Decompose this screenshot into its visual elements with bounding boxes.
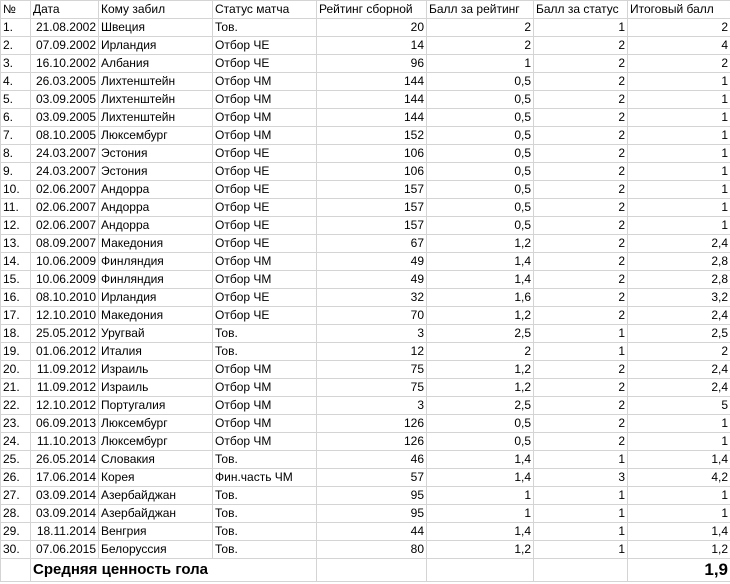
col-date-cell[interactable]: 03.09.2014 <box>31 487 99 505</box>
col-total-score-cell[interactable]: 2,5 <box>628 325 730 343</box>
col-status-cell[interactable]: Отбор ЧМ <box>213 109 317 127</box>
col-status-cell[interactable]: Отбор ЧЕ <box>213 217 317 235</box>
col-number-cell[interactable]: 17. <box>1 307 31 325</box>
col-status-cell[interactable]: Отбор ЧМ <box>213 415 317 433</box>
col-status-cell[interactable]: Отбор ЧЕ <box>213 55 317 73</box>
col-opponent-cell[interactable]: Македония <box>99 307 213 325</box>
col-rating-score-cell[interactable]: 2 <box>427 343 534 361</box>
col-rating-cell[interactable]: 144 <box>317 109 427 127</box>
table-row <box>1 73 730 91</box>
col-status-score-cell[interactable]: 2 <box>534 271 628 289</box>
col-rating-score-cell[interactable]: 1,4 <box>427 523 534 541</box>
col-number-cell[interactable]: 21. <box>1 379 31 397</box>
table-row <box>1 289 730 307</box>
col-opponent-cell[interactable]: Финляндия <box>99 253 213 271</box>
col-rating-score-cell[interactable]: 1 <box>427 55 534 73</box>
col-number-cell[interactable]: 1. <box>1 19 31 37</box>
table-row <box>1 397 730 415</box>
col-rating-score-cell[interactable]: 0,5 <box>427 433 534 451</box>
col-rating-cell[interactable]: 95 <box>317 505 427 523</box>
col-status-score-cell[interactable]: 2 <box>534 379 628 397</box>
col-rating-score-cell[interactable]: 0,5 <box>427 91 534 109</box>
col-opponent-cell[interactable]: Албания <box>99 55 213 73</box>
col-total-score-cell[interactable]: 2,8 <box>628 253 730 271</box>
col-number-cell[interactable]: 11. <box>1 199 31 217</box>
col-number-cell[interactable]: 28. <box>1 505 31 523</box>
col-opponent-cell[interactable]: Люксембург <box>99 433 213 451</box>
total-blank-cell[interactable] <box>317 559 427 582</box>
col-total-score-cell[interactable]: 4 <box>628 37 730 55</box>
col-status-cell[interactable]: Тов. <box>213 505 317 523</box>
col-number-cell[interactable]: 13. <box>1 235 31 253</box>
col-rating-cell[interactable]: 70 <box>317 307 427 325</box>
col-rating-cell[interactable]: 3 <box>317 325 427 343</box>
table-row <box>1 487 730 505</box>
col-number-cell[interactable]: 15. <box>1 271 31 289</box>
col-rating-score-cell[interactable]: 0,5 <box>427 127 534 145</box>
col-rating-cell[interactable]: 46 <box>317 451 427 469</box>
col-status-cell[interactable]: Отбор ЧМ <box>213 91 317 109</box>
col-date-cell[interactable]: 11.09.2012 <box>31 379 99 397</box>
col-number-cell[interactable]: 18. <box>1 325 31 343</box>
col-rating-score-cell[interactable]: 0,5 <box>427 109 534 127</box>
col-total-score-cell[interactable]: 1 <box>628 415 730 433</box>
col-date-cell[interactable]: 08.10.2010 <box>31 289 99 307</box>
table-row <box>1 127 730 145</box>
col-status-score-cell[interactable]: 2 <box>534 109 628 127</box>
col-total-score-cell[interactable]: 1 <box>628 91 730 109</box>
col-rating-cell[interactable]: 44 <box>317 523 427 541</box>
table-row <box>1 91 730 109</box>
col-rating-cell[interactable]: 126 <box>317 433 427 451</box>
total-blank-cell[interactable] <box>534 559 628 582</box>
col-total-score-cell[interactable]: 3,2 <box>628 289 730 307</box>
col-rating-score-cell[interactable]: 1,4 <box>427 469 534 487</box>
col-opponent-cell[interactable]: Италия <box>99 343 213 361</box>
col-number-cell[interactable]: 8. <box>1 145 31 163</box>
col-rating-score-cell[interactable]: 1,4 <box>427 451 534 469</box>
col-date-cell[interactable]: 11.10.2013 <box>31 433 99 451</box>
col-status-cell[interactable]: Отбор ЧМ <box>213 127 317 145</box>
col-opponent-cell[interactable]: Андорра <box>99 199 213 217</box>
table-row <box>1 433 730 451</box>
col-rating-score-cell[interactable]: 1,2 <box>427 379 534 397</box>
col-status-score-cell[interactable]: 2 <box>534 217 628 235</box>
col-status-cell[interactable]: Отбор ЧМ <box>213 73 317 91</box>
col-status-cell[interactable]: Отбор ЧЕ <box>213 145 317 163</box>
table-row <box>1 361 730 379</box>
col-number-cell[interactable]: 9. <box>1 163 31 181</box>
col-opponent-cell[interactable]: Лихтенштейн <box>99 109 213 127</box>
col-rating-score-cell[interactable]: 1,4 <box>427 253 534 271</box>
col-rating-cell[interactable]: 95 <box>317 487 427 505</box>
col-date-cell[interactable]: 12.10.2012 <box>31 397 99 415</box>
col-rating-cell[interactable]: 96 <box>317 55 427 73</box>
col-date-cell[interactable]: 02.06.2007 <box>31 181 99 199</box>
col-status-score-cell[interactable]: 1 <box>534 487 628 505</box>
col-number-cell[interactable]: 5. <box>1 91 31 109</box>
col-total-score-cell[interactable]: 1 <box>628 145 730 163</box>
col-date-cell[interactable]: 07.06.2015 <box>31 541 99 559</box>
col-status-cell[interactable]: Отбор ЧЕ <box>213 199 317 217</box>
table-row <box>1 541 730 559</box>
col-status-score-cell[interactable]: 2 <box>534 91 628 109</box>
col-total-score-cell[interactable]: 1 <box>628 163 730 181</box>
col-date-cell[interactable]: 24.03.2007 <box>31 145 99 163</box>
col-date-cell[interactable]: 10.06.2009 <box>31 271 99 289</box>
header-col-date[interactable]: Дата <box>31 1 99 19</box>
col-total-score-cell[interactable]: 2,4 <box>628 379 730 397</box>
col-total-score-cell[interactable]: 1 <box>628 181 730 199</box>
col-status-cell[interactable]: Отбор ЧЕ <box>213 163 317 181</box>
header-col-number[interactable]: № <box>1 1 31 19</box>
col-status-cell[interactable]: Отбор ЧЕ <box>213 307 317 325</box>
col-number-cell[interactable]: 3. <box>1 55 31 73</box>
col-rating-cell[interactable]: 80 <box>317 541 427 559</box>
header-col-opponent[interactable]: Кому забил <box>99 1 213 19</box>
col-date-cell[interactable]: 01.06.2012 <box>31 343 99 361</box>
col-opponent-cell[interactable]: Швеция <box>99 19 213 37</box>
col-total-score-cell[interactable]: 4,2 <box>628 469 730 487</box>
col-status-cell[interactable]: Тов. <box>213 19 317 37</box>
col-opponent-cell[interactable]: Люксембург <box>99 127 213 145</box>
col-status-score-cell[interactable]: 2 <box>534 433 628 451</box>
col-rating-score-cell[interactable]: 0,5 <box>427 163 534 181</box>
col-status-cell[interactable]: Отбор ЧМ <box>213 433 317 451</box>
col-opponent-cell[interactable]: Уругвай <box>99 325 213 343</box>
col-status-score-cell[interactable]: 1 <box>534 505 628 523</box>
col-date-cell[interactable]: 11.09.2012 <box>31 361 99 379</box>
col-rating-score-cell[interactable]: 0,5 <box>427 199 534 217</box>
col-rating-score-cell[interactable]: 0,5 <box>427 73 534 91</box>
table-row <box>1 415 730 433</box>
col-status-score-cell[interactable]: 2 <box>534 361 628 379</box>
table-row <box>1 469 730 487</box>
table-row <box>1 505 730 523</box>
col-number-cell[interactable]: 29. <box>1 523 31 541</box>
col-opponent-cell[interactable]: Корея <box>99 469 213 487</box>
col-rating-cell[interactable]: 157 <box>317 199 427 217</box>
col-date-cell[interactable]: 25.05.2012 <box>31 325 99 343</box>
table-body <box>1 19 730 559</box>
col-status-cell[interactable]: Фин.часть ЧМ <box>213 469 317 487</box>
col-rating-cell[interactable]: 14 <box>317 37 427 55</box>
col-opponent-cell[interactable]: Люксембург <box>99 415 213 433</box>
header-col-rating-score[interactable]: Балл за рейтинг <box>427 1 534 19</box>
col-status-cell[interactable]: Отбор ЧМ <box>213 271 317 289</box>
col-number-cell[interactable]: 12. <box>1 217 31 235</box>
col-number-cell[interactable]: 6. <box>1 109 31 127</box>
col-date-cell[interactable]: 02.06.2007 <box>31 217 99 235</box>
col-date-cell[interactable]: 24.03.2007 <box>31 163 99 181</box>
col-date-cell[interactable]: 08.10.2005 <box>31 127 99 145</box>
col-total-score-cell[interactable]: 5 <box>628 397 730 415</box>
col-status-score-cell[interactable]: 2 <box>534 415 628 433</box>
col-rating-cell[interactable]: 49 <box>317 253 427 271</box>
col-number-cell[interactable]: 26. <box>1 469 31 487</box>
col-date-cell[interactable]: 21.08.2002 <box>31 19 99 37</box>
col-opponent-cell[interactable]: Андорра <box>99 217 213 235</box>
table-row <box>1 163 730 181</box>
col-rating-cell[interactable]: 126 <box>317 415 427 433</box>
col-number-cell[interactable]: 20. <box>1 361 31 379</box>
table-row <box>1 307 730 325</box>
col-rating-cell[interactable]: 20 <box>317 19 427 37</box>
col-total-score-cell[interactable]: 1 <box>628 73 730 91</box>
col-rating-score-cell[interactable]: 2,5 <box>427 325 534 343</box>
col-status-cell[interactable]: Отбор ЧМ <box>213 379 317 397</box>
col-status-cell[interactable]: Тов. <box>213 451 317 469</box>
col-rating-score-cell[interactable]: 0,5 <box>427 145 534 163</box>
col-rating-score-cell[interactable]: 0,5 <box>427 217 534 235</box>
col-total-score-cell[interactable]: 2 <box>628 343 730 361</box>
col-number-cell[interactable]: 22. <box>1 397 31 415</box>
col-status-score-cell[interactable]: 2 <box>534 199 628 217</box>
col-opponent-cell[interactable]: Эстония <box>99 145 213 163</box>
total-row <box>1 559 730 582</box>
col-rating-score-cell[interactable]: 0,5 <box>427 181 534 199</box>
col-date-cell[interactable]: 26.03.2005 <box>31 73 99 91</box>
col-date-cell[interactable]: 03.09.2005 <box>31 91 99 109</box>
col-opponent-cell[interactable]: Азербайджан <box>99 505 213 523</box>
col-status-cell[interactable]: Тов. <box>213 487 317 505</box>
col-opponent-cell[interactable]: Израиль <box>99 379 213 397</box>
col-rating-cell[interactable]: 32 <box>317 289 427 307</box>
col-opponent-cell[interactable]: Ирландия <box>99 37 213 55</box>
col-status-score-cell[interactable]: 2 <box>534 289 628 307</box>
col-opponent-cell[interactable]: Португалия <box>99 397 213 415</box>
col-total-score-cell[interactable]: 1 <box>628 505 730 523</box>
col-status-score-cell[interactable]: 2 <box>534 145 628 163</box>
col-opponent-cell[interactable]: Белоруссия <box>99 541 213 559</box>
col-date-cell[interactable]: 18.11.2014 <box>31 523 99 541</box>
col-opponent-cell[interactable]: Македония <box>99 235 213 253</box>
total-value[interactable]: 1,9 <box>628 559 730 582</box>
col-rating-cell[interactable]: 3 <box>317 397 427 415</box>
col-number-cell[interactable]: 30. <box>1 541 31 559</box>
col-status-score-cell[interactable]: 2 <box>534 397 628 415</box>
table-row <box>1 109 730 127</box>
col-status-cell[interactable]: Тов. <box>213 343 317 361</box>
col-opponent-cell[interactable]: Лихтенштейн <box>99 91 213 109</box>
col-rating-score-cell[interactable]: 2,5 <box>427 397 534 415</box>
table-row <box>1 181 730 199</box>
col-rating-cell[interactable]: 57 <box>317 469 427 487</box>
col-status-score-cell[interactable]: 2 <box>534 181 628 199</box>
table-row <box>1 523 730 541</box>
col-rating-score-cell[interactable]: 1 <box>427 505 534 523</box>
col-opponent-cell[interactable]: Словакия <box>99 451 213 469</box>
header-col-rating[interactable]: Рейтинг сборной <box>317 1 427 19</box>
col-opponent-cell[interactable]: Финляндия <box>99 271 213 289</box>
col-total-score-cell[interactable]: 2 <box>628 19 730 37</box>
col-date-cell[interactable]: 10.06.2009 <box>31 253 99 271</box>
col-number-cell[interactable]: 24. <box>1 433 31 451</box>
total-blank-cell[interactable] <box>1 559 31 582</box>
table-row <box>1 217 730 235</box>
col-status-cell[interactable]: Отбор ЧЕ <box>213 37 317 55</box>
total-label[interactable]: Средняя ценность гола <box>31 559 317 582</box>
col-total-score-cell[interactable]: 1 <box>628 487 730 505</box>
col-number-cell[interactable]: 14. <box>1 253 31 271</box>
col-status-score-cell[interactable]: 3 <box>534 469 628 487</box>
col-date-cell[interactable]: 03.09.2005 <box>31 109 99 127</box>
col-status-score-cell[interactable]: 2 <box>534 73 628 91</box>
col-status-cell[interactable]: Тов. <box>213 523 317 541</box>
col-rating-cell[interactable]: 75 <box>317 361 427 379</box>
col-total-score-cell[interactable]: 2,8 <box>628 271 730 289</box>
col-status-cell[interactable]: Тов. <box>213 541 317 559</box>
col-number-cell[interactable]: 4. <box>1 73 31 91</box>
col-date-cell[interactable]: 07.09.2002 <box>31 37 99 55</box>
col-opponent-cell[interactable]: Эстония <box>99 163 213 181</box>
header-col-total-score[interactable]: Итоговый балл <box>628 1 730 19</box>
col-date-cell[interactable]: 16.10.2002 <box>31 55 99 73</box>
col-number-cell[interactable]: 25. <box>1 451 31 469</box>
col-rating-cell[interactable]: 152 <box>317 127 427 145</box>
col-rating-cell[interactable]: 157 <box>317 181 427 199</box>
col-rating-score-cell[interactable]: 0,5 <box>427 415 534 433</box>
col-status-score-cell[interactable]: 1 <box>534 343 628 361</box>
col-total-score-cell[interactable]: 2,4 <box>628 307 730 325</box>
col-status-cell[interactable]: Отбор ЧМ <box>213 397 317 415</box>
col-rating-cell[interactable]: 106 <box>317 163 427 181</box>
col-total-score-cell[interactable]: 1 <box>628 217 730 235</box>
col-status-score-cell[interactable]: 1 <box>534 325 628 343</box>
header-col-status[interactable]: Статус матча <box>213 1 317 19</box>
col-number-cell[interactable]: 7. <box>1 127 31 145</box>
table-row <box>1 199 730 217</box>
col-status-score-cell[interactable]: 2 <box>534 127 628 145</box>
table-row <box>1 37 730 55</box>
col-rating-score-cell[interactable]: 1,2 <box>427 307 534 325</box>
col-rating-cell[interactable]: 144 <box>317 73 427 91</box>
col-total-score-cell[interactable]: 1 <box>628 199 730 217</box>
col-opponent-cell[interactable]: Израиль <box>99 361 213 379</box>
col-rating-cell[interactable]: 49 <box>317 271 427 289</box>
total-blank-cell[interactable] <box>427 559 534 582</box>
col-number-cell[interactable]: 27. <box>1 487 31 505</box>
col-status-score-cell[interactable]: 1 <box>534 541 628 559</box>
col-total-score-cell[interactable]: 1,4 <box>628 451 730 469</box>
col-total-score-cell[interactable]: 2 <box>628 55 730 73</box>
col-rating-score-cell[interactable]: 1,2 <box>427 541 534 559</box>
col-total-score-cell[interactable]: 1,4 <box>628 523 730 541</box>
col-date-cell[interactable]: 06.09.2013 <box>31 415 99 433</box>
col-status-cell[interactable]: Отбор ЧЕ <box>213 181 317 199</box>
header-row <box>1 1 730 19</box>
col-status-score-cell[interactable]: 1 <box>534 19 628 37</box>
col-total-score-cell[interactable]: 2,4 <box>628 235 730 253</box>
table-row <box>1 253 730 271</box>
col-date-cell[interactable]: 17.06.2014 <box>31 469 99 487</box>
col-total-score-cell[interactable]: 1 <box>628 127 730 145</box>
col-number-cell[interactable]: 2. <box>1 37 31 55</box>
col-rating-cell[interactable]: 157 <box>317 217 427 235</box>
col-status-score-cell[interactable]: 2 <box>534 37 628 55</box>
col-total-score-cell[interactable]: 1,2 <box>628 541 730 559</box>
table-row <box>1 55 730 73</box>
col-date-cell[interactable]: 26.05.2014 <box>31 451 99 469</box>
col-rating-cell[interactable]: 12 <box>317 343 427 361</box>
col-rating-score-cell[interactable]: 1,4 <box>427 271 534 289</box>
col-rating-cell[interactable]: 75 <box>317 379 427 397</box>
col-date-cell[interactable]: 03.09.2014 <box>31 505 99 523</box>
col-rating-score-cell[interactable]: 1,2 <box>427 235 534 253</box>
col-rating-score-cell[interactable]: 2 <box>427 19 534 37</box>
col-number-cell[interactable]: 23. <box>1 415 31 433</box>
col-rating-cell[interactable]: 67 <box>317 235 427 253</box>
col-status-score-cell[interactable]: 1 <box>534 523 628 541</box>
table-row <box>1 145 730 163</box>
col-status-cell[interactable]: Тов. <box>213 325 317 343</box>
table-row <box>1 19 730 37</box>
table-row <box>1 325 730 343</box>
col-date-cell[interactable]: 12.10.2010 <box>31 307 99 325</box>
col-status-score-cell[interactable]: 2 <box>534 235 628 253</box>
col-status-cell[interactable]: Отбор ЧМ <box>213 253 317 271</box>
col-status-cell[interactable]: Отбор ЧЕ <box>213 235 317 253</box>
col-status-score-cell[interactable]: 2 <box>534 163 628 181</box>
table-row <box>1 451 730 469</box>
col-total-score-cell[interactable]: 1 <box>628 433 730 451</box>
col-status-score-cell[interactable]: 2 <box>534 55 628 73</box>
col-opponent-cell[interactable]: Лихтенштейн <box>99 73 213 91</box>
table-row <box>1 271 730 289</box>
col-rating-cell[interactable]: 144 <box>317 91 427 109</box>
col-status-score-cell[interactable]: 1 <box>534 451 628 469</box>
col-status-score-cell[interactable]: 2 <box>534 307 628 325</box>
col-total-score-cell[interactable]: 2,4 <box>628 361 730 379</box>
col-status-cell[interactable]: Отбор ЧМ <box>213 361 317 379</box>
header-col-status-score[interactable]: Балл за статус <box>534 1 628 19</box>
col-status-cell[interactable]: Отбор ЧЕ <box>213 289 317 307</box>
col-opponent-cell[interactable]: Андорра <box>99 181 213 199</box>
col-number-cell[interactable]: 19. <box>1 343 31 361</box>
col-status-score-cell[interactable]: 2 <box>534 253 628 271</box>
table-row <box>1 235 730 253</box>
col-rating-score-cell[interactable]: 1,2 <box>427 361 534 379</box>
col-total-score-cell[interactable]: 1 <box>628 109 730 127</box>
col-opponent-cell[interactable]: Азербайджан <box>99 487 213 505</box>
table-row <box>1 343 730 361</box>
col-rating-score-cell[interactable]: 1,6 <box>427 289 534 307</box>
table-row <box>1 379 730 397</box>
col-date-cell[interactable]: 02.06.2007 <box>31 199 99 217</box>
col-date-cell[interactable]: 08.09.2007 <box>31 235 99 253</box>
col-number-cell[interactable]: 16. <box>1 289 31 307</box>
col-number-cell[interactable]: 10. <box>1 181 31 199</box>
col-rating-score-cell[interactable]: 1 <box>427 487 534 505</box>
col-opponent-cell[interactable]: Венгрия <box>99 523 213 541</box>
col-opponent-cell[interactable]: Ирландия <box>99 289 213 307</box>
col-rating-cell[interactable]: 106 <box>317 145 427 163</box>
col-rating-score-cell[interactable]: 2 <box>427 37 534 55</box>
